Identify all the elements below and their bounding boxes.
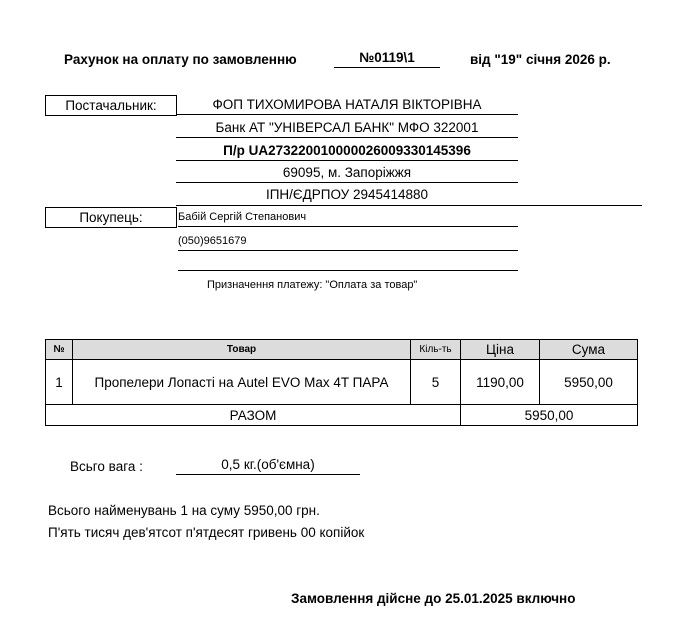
- invoice-date: від "19" січня 2026 р.: [470, 52, 611, 67]
- row-num: 1: [46, 360, 73, 405]
- total-label: РАЗОМ: [46, 405, 461, 426]
- buyer-name: Бабій Сергій Степанович: [178, 208, 518, 227]
- row-qty: 5: [411, 360, 461, 405]
- items-table: [45, 339, 638, 426]
- col-price-header: Ціна: [461, 340, 540, 360]
- supplier-name: ФОП ТИХОМИРОВА НАТАЛЯ ВІКТОРІВНА: [176, 95, 518, 115]
- col-qty-header: Кіль-ть: [411, 340, 461, 360]
- buyer-label: Покупець:: [45, 207, 177, 228]
- invoice-number: №0119\1: [334, 50, 440, 68]
- table-row: [46, 360, 638, 405]
- summary-total-line: Всього найменувань 1 на суму 5950,00 грн.: [48, 503, 320, 518]
- supplier-divider: [176, 205, 642, 206]
- summary-amount-words: П'ять тисяч дев'ятсот п'ятдесят гривень 00 копійок: [48, 525, 365, 540]
- row-sum: 5950,00: [540, 360, 638, 405]
- weight-value: 0,5 кг.(об'ємна): [176, 457, 360, 475]
- table-total-row: [46, 405, 638, 426]
- supplier-address: 69095, м. Запоріжжя: [176, 163, 518, 183]
- supplier-tax-id: ІПН/ЄДРПОУ 2945414880: [265, 187, 429, 202]
- total-value: 5950,00: [461, 405, 638, 426]
- table-header-row: [46, 340, 638, 360]
- supplier-bank: Банк АТ "УНІВЕРСАЛ БАНК" МФО 322001: [176, 118, 518, 138]
- weight-label: Всьго вага :: [70, 459, 143, 474]
- row-product: Пропелери Лопасті на Autel EVO Max 4T ПАРА: [73, 360, 411, 405]
- buyer-extra: [178, 252, 518, 271]
- buyer-divider: [178, 270, 518, 271]
- supplier-account: П/р UA273220010000026009330145396: [176, 141, 518, 161]
- supplier-label: Постачальник:: [45, 95, 177, 116]
- col-product-header: Товар: [73, 340, 411, 360]
- col-sum-header: Сума: [540, 340, 638, 360]
- payment-purpose: Призначення платежу: "Оплата за товар": [207, 279, 418, 291]
- order-validity: Замовлення дійсне до 25.01.2025 включно: [291, 591, 576, 606]
- row-price: 1190,00: [461, 360, 540, 405]
- buyer-phone: (050)9651679: [178, 232, 518, 251]
- col-num-header: №: [46, 340, 73, 360]
- invoice-title: Рахунок на оплату по замовленню: [64, 52, 297, 67]
